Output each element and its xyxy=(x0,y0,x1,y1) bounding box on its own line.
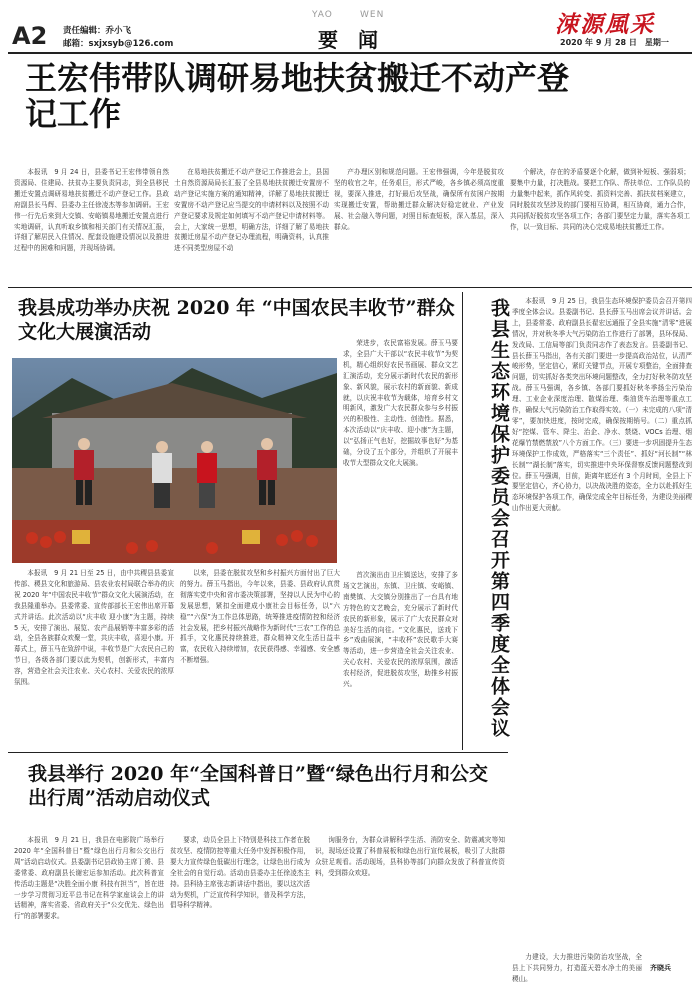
byline: 齐晓兵 xyxy=(650,964,671,972)
editor-line xyxy=(63,24,131,36)
article2-col4: 首次演出由卫庄镇送达，安排了多场文艺演出，东镇、卫庄镇、安峪镇、南樊镇、大交镇分别推出了一台具有地方特色的文艺晚会，充分展示了新时代农民的新形象，展示了广大农民群众对美好生活的向往。“文化惠民，送戏下乡”戏曲展演，“丰收杯”农民歌手大赛等活动，进一步营造全社会关注农业、关心农村、关爱农民的浓厚氛围，激活农村经济，促进脱贫攻坚，助推乡村振兴。 xyxy=(343,571,458,689)
article1-divider xyxy=(8,287,692,288)
article1-col3: 产办理区别和规范问题。王宏伟强调，今年是脱贫攻坚的收官之年，任务艰巨，形式严峻，各乡镇必须高度重视，要深入推进，打好最后攻坚战，确保所有贫困户按期实现搬迁安置，帮助搬迁群众解决好稳定就业、产业发展、社会融入等问题，对照目标查短板，深入基层，深入群众。 xyxy=(334,168,504,231)
article4-col4: 力建设，大力推进污染防治攻坚战，全县上下共同努力，打造蓝天碧水净土的美丽稷山。 xyxy=(512,953,642,983)
article3-headline: 我县生态环境保护委员会召开第四季度全体会议 xyxy=(488,298,510,739)
article1-col4: 个解决，存在的矛盾要逐个化解，做到补短板、强弱项；要集中力量，打决胜战。要把工作队、帮扶单位、工作队员的力量集中起来，抓作风转变、抓资料完善、抓扶贫档案建立，同时脱贫攻坚涉及的部门要相互协调，相互协商，通力合作，共同抓好脱贫攻坚各项工作；各部门要坚定力量，落实各项工作，以一致目标、共同的决心完成易地扶贫搬迁工作。 xyxy=(510,168,690,231)
article4-col3: 询服务台，为群众讲解科学生活、消防安全、防震减灾等知识，现场还设置了科普展板和绿色出行宣传展板，吸引了大批群众驻足观看。活动现场，县科协等部门向群众发放了科普宣传资料，受到群众欢迎。 xyxy=(315,836,505,877)
photo-illustration xyxy=(12,358,337,563)
article4-col1: 本报讯 9 月 21 日，我县在电影院广场举行 2020 年“全国科普日”暨“绿色出行月和公交出行周”活动启动仪式。县委副书记县政协主席丁赟、县委常委、政府副县长谢宏运参加活动。此次科普宣传活动主题是“决胜全面小康 科技有担当”，旨在进一步学习贯彻习近平总书记在科学家座谈会上的讲话精神，落实省委、省政府关于“公交优先、绿色出行”的部署要求。 xyxy=(14,836,164,921)
editor-label: 责任编辑： xyxy=(63,26,106,36)
masthead-rule xyxy=(8,52,692,54)
article1-col2: 在易地扶贫搬迁不动产登记工作推进会上，县国土自然资源局局长汇报了全县易地扶贫搬迁安置房不动产登记实施方案的通知精神，详解了易地扶贫搬迁安置房不动产登记应当提交的申请材料以及按照不动产登记要求及规定如何填写不动产登记申请材料等。会上，大家统一思想，明确方法，详细了解了易地扶贫搬迁房屋不动产登记办理流程，明确资料，认真推进不同类型房屋不动 xyxy=(174,168,329,253)
article2-headline: 我县成功举办庆祝 2020 年 “中国农民丰收节”群众文化大展演活动 xyxy=(18,297,455,343)
editor-name: 乔小飞 xyxy=(105,26,132,36)
issue-date: 2020 年 9 月 28 日 星期一 xyxy=(560,38,669,47)
article3-left-divider xyxy=(462,292,463,750)
stage-performance-photo xyxy=(12,358,337,563)
email-label: 邮箱： xyxy=(63,39,89,49)
wen-label: WEN xyxy=(360,10,385,20)
article2-col2: 以来，县委在脱贫攻坚和乡村振兴方面付出了巨大的努力。薛玉马指出，今年以来，县委、县政府认真贯彻落实党中央和省市委决策部署，坚持以人民为中心的发展思想，紧扣全面建成小康社会目标任务，以“六稳”“六保”为工作总体思路，统筹推进疫情防控和经济社会发展，把乡村振兴战略作为新时代“三农”工作的总抓手，文化惠民持续推进，群众精神文化生活日益丰富，农民收入持续增加，农民获得感、幸福感、安全感不断增强。 xyxy=(180,569,340,665)
article4-headline: 我县举行 2020 年“全国科普日”暨“绿色出行月和公交出行周”活动启动仪式 xyxy=(28,763,488,809)
email-address: sxjxsyb@126.com xyxy=(88,39,174,49)
email-line xyxy=(63,37,173,49)
yao-label: YAO xyxy=(312,10,333,20)
article3-body: 本报讯 9 月 25 日，我县生态环境保护委员会召开第四季度全体会议。县委副书记、县长薛玉马出席会议并讲话。会上，县委常委、政府副县长翟宏远通报了全县实施“清零”进展情况，并对秋冬季大气污染防治工作进行了部署，县环保局、发改局、工信局等部门负责同志作了表态发言。县委副书记、县长薛玉马指出，各有关部门要进一步提高政治站位，认清严峻形势，坚定信心，紧盯关键节点，开展专项整治，全面排查问题，切实抓好各类突出环境问题整改，全力打好秋冬防攻坚战。薛玉马强调，各乡镇、各部门要抓好秋冬季扬尘污染治理、工业企业深度治理、散煤治理、柴油货车治理等重点工作，确保大气污染防治工作取得实效。（一）未完成的八项“清零”，要加快进度，按时完成，确保按期销号。（二）重点抓好“控煤、管车、降尘、治企、净水、禁烧、VOCs 治理、烟花爆竹禁燃禁放”八个方面工作。（三）要进一步巩固提升生态环境保护工作成效，严格落实“三个责任”、抓好“河长制”“林长制”“湖长制”落实，切实推进中央环保督察反馈问题整改到位。薛玉马强调，目前，距离年底还有 3 个月时间，全县上下要坚定信心，齐心协力，以决战决胜的姿态，全力以赴抓好生态环境保护各项工作，确保完成全年目标任务，为建设美丽稷山作出更大贡献。 xyxy=(512,297,692,513)
paper-name-logo: 涑源風采 xyxy=(555,11,655,38)
article1-headline: 王宏伟带队调研易地扶贫搬迁不动产登记工作 xyxy=(25,59,570,133)
article4-divider xyxy=(8,752,508,753)
article1-col1: 本报讯 9 月 24 日，县委书记王宏伟带领自然资源局、住建局、扶贫办主要负责同志，到全县移民搬迁安置点调研易地扶贫搬迁不动产登记工作。县政府副县长马辉、县委办主任徐凌杰等参加调研。王宏伟一行先后来到大交镇、安峪镇易地搬迁安置点进行实地调研，认真听取乡镇和相关部门有关情况汇报，详细了解居民入住情况、配套设施建设情况以及推进过程中的困难和问题，并现场协调。 xyxy=(14,168,169,253)
section-title: 要 闻 xyxy=(318,28,378,52)
article2-col3: 荣进步，农民富裕发展。薛玉马要求，全县广大干部以“农民丰收节”为契机，精心组织好农民书画展、群众文艺汇演活动，充分展示新时代农民的新形象、新风貌，展示农村的新面貌、新成就，以庆祝丰收节为载体，培育乡村文明新风，激发广大农民群众参与乡村振兴的积极性、主动性、创造性。据悉，本次活动以“庆丰收、迎小康”为主题，以“弘扬正气也好，挖掘故事也好”为基础，分设了五个部分，并组织了开展丰收节大型群众文化大展演。 xyxy=(343,339,458,467)
article2-col1: 本报讯 9 月 21 日至 25 日，由中共稷县县委宣传部、稷县文化和旅游局、县农业农村局联合举办的庆祝 2020 年“中国农民丰收节”群众文化大展演活动，在我县隆重举办。县委常委、宣传部部长王宏伟出席开幕式并讲话。此次活动以“庆丰收 迎小康”为主题，持续 5 天，安排了演出、展览、农产品展销等丰富多彩的活动，全县各族群众欢聚一堂，共庆丰收，喜迎小康。开幕式上，薛玉马在致辞中说，丰收节是广大农民自己的节日，各级各部门要以此为契机，创新形式，丰富内容，营造全社会关注农业、关心农村、关爱农民的浓厚氛围。 xyxy=(14,569,174,687)
page-number: A2 xyxy=(12,22,48,50)
article4-col2: 要求，动员全县上下特别是科技工作者在脱贫攻坚、疫情防控等重大任务中发挥积极作用，要大力宣传绿色低碳出行理念，让绿色出行成为全社会的自觉行动。活动由县委办主任徐凌杰主持。县科协主席张志新讲话中指出，要以这次活动为契机，广泛宣传科学知识，普及科学方法，倡导科学精神。 xyxy=(170,836,310,910)
